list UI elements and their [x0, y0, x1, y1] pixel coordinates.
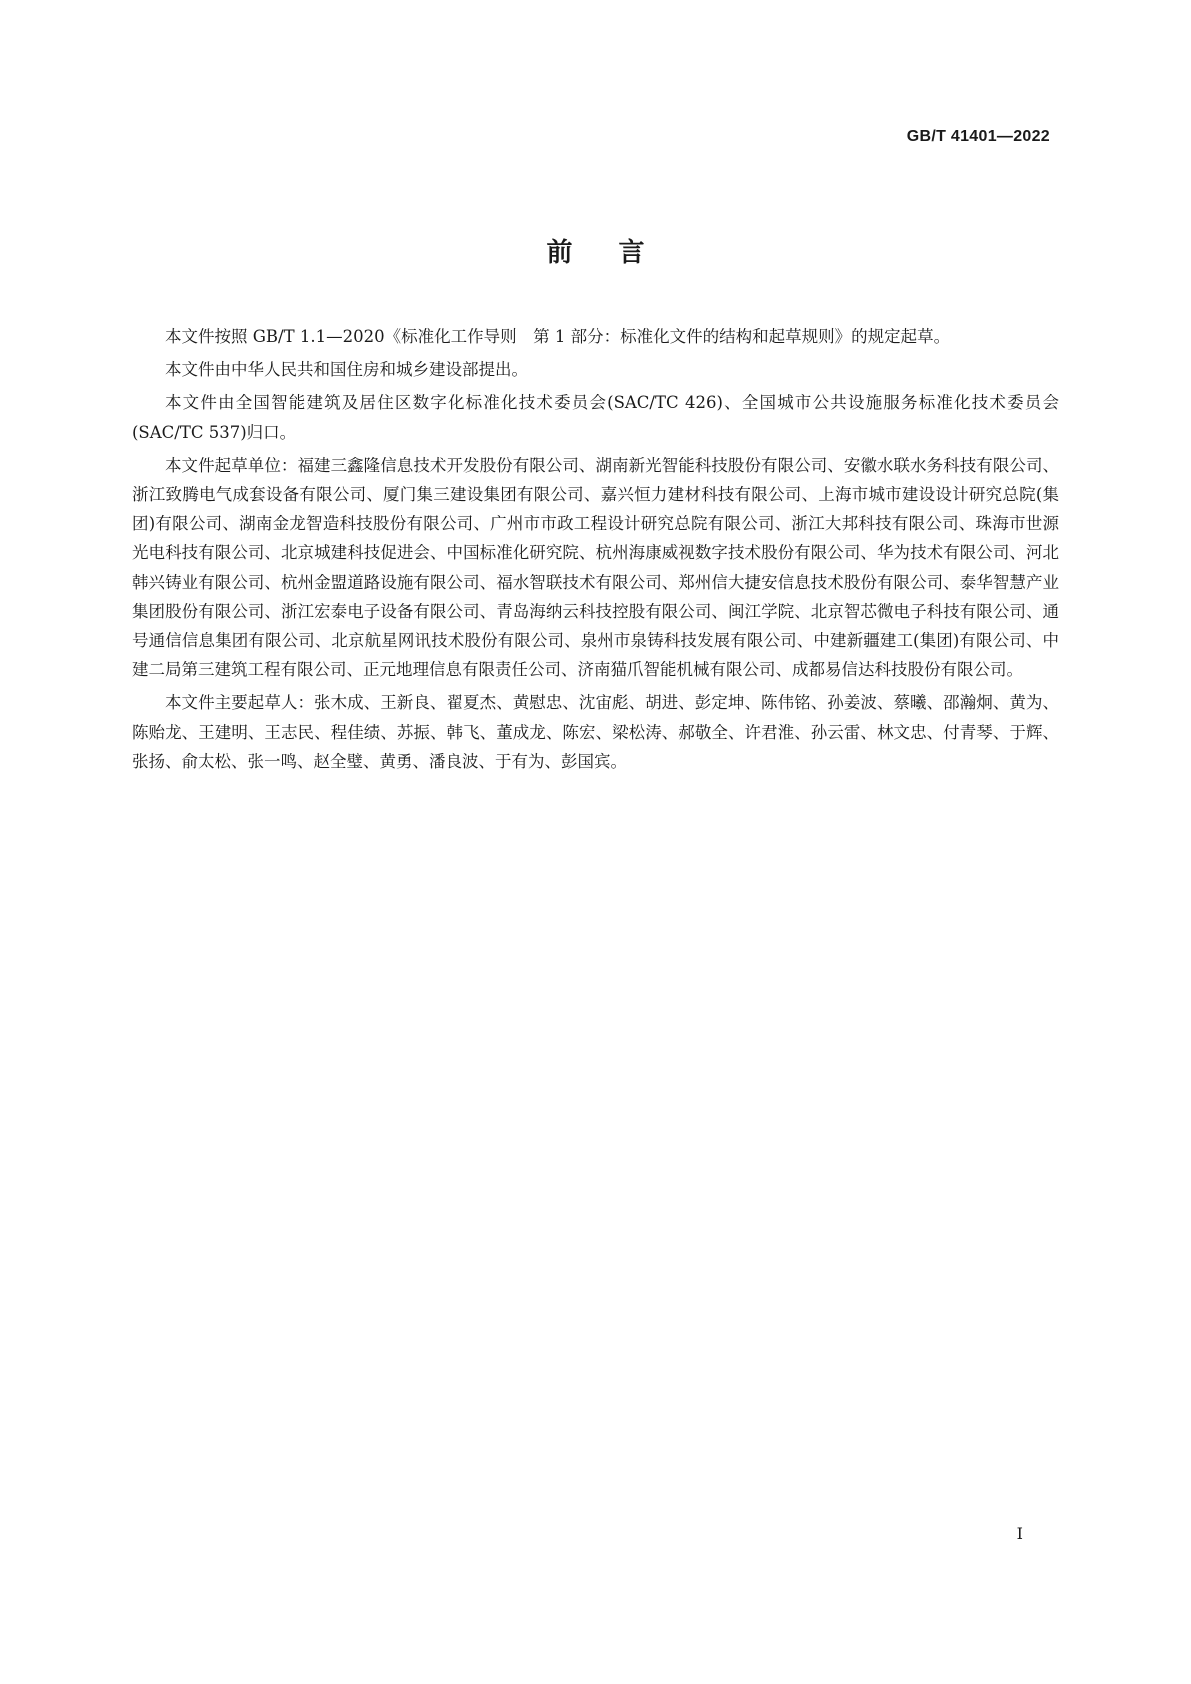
- paragraph-drafting-units: 本文件起草单位：福建三鑫隆信息技术开发股份有限公司、湖南新光智能科技股份有限公司、安徽水联水务科技有限公司、浙江致腾电气成套设备有限公司、厦门集三建设集团有限公司、嘉兴恒力建材科技有限公司、上海市城市建设设计研究总院(集团)有限公司、湖南金龙智造科技股份有限公司、广州市市政工程设计研究总院有限公司、浙江大邦科技有限公司、珠海市世源光电科技有限公司、北京城建科技促进会、中国标准化研究院、杭州海康威视数字技术股份有限公司、华为技术有限公司、河北韩兴铸业有限公司、杭州金盟道路设施有限公司、福水智联技术有限公司、郑州信大捷安信息技术股份有限公司、泰华智慧产业集团股份有限公司、浙江宏泰电子设备有限公司、青岛海纳云科技控股有限公司、闽江学院、北京智芯微电子科技有限公司、通号通信信息集团有限公司、北京航星网讯技术股份有限公司、泉州市泉铸科技发展有限公司、中建新疆建工(集团)有限公司、中建二局第三建筑工程有限公司、正元地理信息有限责任公司、济南猫爪智能机械有限公司、成都易信达科技股份有限公司。: [132, 455, 1059, 680]
- paragraph-committee: 本文件由全国智能建筑及居住区数字化标准化技术委员会(SAC/TC 426)、全国城市公共设施服务标准化技术委员会(SAC/TC 537)归口。: [132, 393, 1059, 442]
- paragraph-drafters: 本文件主要起草人：张木成、王新良、翟夏杰、黄慰忠、沈宙彪、胡进、彭定坤、陈伟铭、孙姜波、蔡曦、邵瀚炯、黄为、陈贻龙、王建明、王志民、程佳绩、苏振、韩飞、董成龙、陈宏、梁松涛、郝敬全、许君淮、孙云雷、林文忠、付青琴、于辉、张扬、俞太松、张一鸣、赵全璧、黄勇、潘良波、于有为、彭国宾。: [132, 693, 1059, 771]
- paragraph-drafting-rules: 本文件按照 GB/T 1.1—2020《标准化工作导则 第 1 部分：标准化文件的结构和起草规则》的规定起草。: [165, 327, 951, 346]
- page-number: I: [1016, 1524, 1023, 1543]
- foreword-body: [132, 322, 1059, 780]
- paragraph-proposer: 本文件由中华人民共和国住房和城乡建设部提出。: [165, 360, 528, 380]
- standard-code: GB/T 41401—2022: [906, 128, 1050, 145]
- page-title: 前言: [546, 238, 691, 268]
